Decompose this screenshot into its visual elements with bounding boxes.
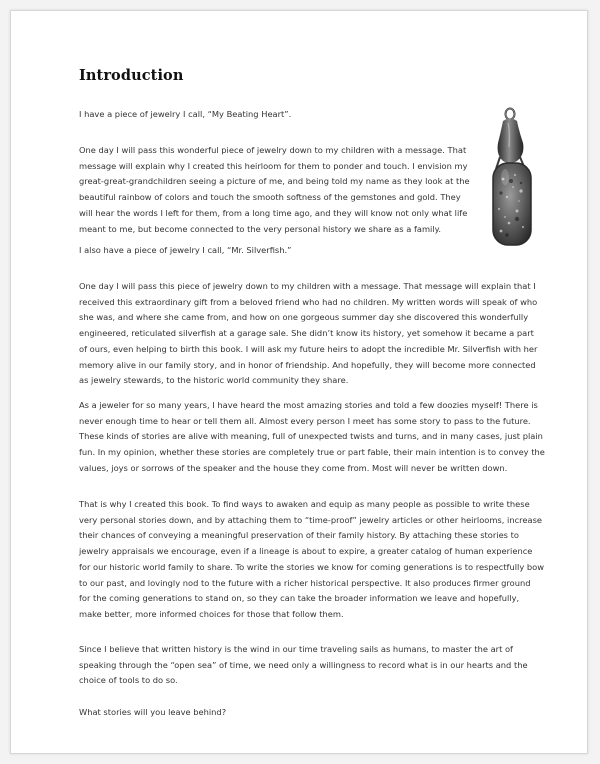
text-line: I have a piece of jewelry I call, “My Beating Heart”. <box>79 109 292 119</box>
text-line: great-great-grandchildren seeing a picture of me, and being told my name as they look at the <box>79 176 470 187</box>
text-line: to our past, and lovingly nod to the future with a richer historical perspective. It also produces firmer ground <box>79 577 531 588</box>
para-silverfish-intro <box>79 243 291 259</box>
text-line: choice of tools to do so. <box>79 675 178 686</box>
text-line: These kinds of stories are alive with meaning, full of unexpected twists and turns, and in many cases, just plain <box>79 431 543 442</box>
para-silverfish <box>79 279 537 389</box>
text-line: What stories will you leave behind? <box>79 707 227 717</box>
text-line: for the coming generations to stand on, so they can take the broader information we leave and hopefully, <box>79 593 520 604</box>
text-line: One day I will pass this piece of jewelry down to my children with a message. That message will explain that I <box>79 281 536 291</box>
text-line: never enough time to hear or tell them all. Almost every person I meet has some story to pass to the future. <box>79 415 531 426</box>
text-line: message will explain why I created this heirloom for them to ponder and touch. I envision my <box>79 160 468 171</box>
document-page <box>10 10 588 754</box>
text-line: make better, more informed choices for those that follow them. <box>79 608 344 619</box>
para-closing <box>79 705 226 721</box>
text-line: engineered, reticulated silverfish at a garage sale. She didn’t know its history, yet somehow it became a part <box>79 328 534 339</box>
para-history <box>79 642 528 689</box>
text-line: for our historic world family to share. To write the stories we know for coming generations is to respectfully bow <box>79 561 545 572</box>
text-line: Since I believe that written history is the wind in our time traveling sails as humans, to master the art of <box>79 644 513 654</box>
text-line: That is why I created this book. To find ways to awaken and equip as many people as possible to write these <box>79 499 530 509</box>
text-line: as jewelry stewards, to the historic world community they share. <box>79 375 349 386</box>
text-line: fun. In my opinion, whether these stories are completely true or part fable, their main intention is to convey the <box>79 447 545 458</box>
text-line: values, joys or sorrows of the speaker and the house they come from. Most will never be written down. <box>79 462 508 473</box>
text-line: received this extraordinary gift from a beloved friend who had no children. My written words will speak of who <box>79 296 538 307</box>
text-line: of ours, even helping to birth this book. I will ask my future heirs to adopt the incredible Mr. Silverfish with her <box>79 343 538 354</box>
text-line: will hear the words I left for them, from a long time ago, and they will know not only what life <box>79 207 468 218</box>
pendant-photo <box>487 107 537 249</box>
text-line: their chances of conveying a meaningful preservation of their family history. By attaching these stories to <box>79 530 519 541</box>
text-line: jewelry appraisals we encourage, even if a lineage is about to expire, a greater catalog of human experience <box>79 546 533 557</box>
para-beating-heart <box>79 143 470 237</box>
text-line: One day I will pass this wonderful piece of jewelry down to my children with a message. That <box>79 145 467 155</box>
text-line: very personal stories down, and by attaching them to “time-proof” jewelry articles or other heirlooms, increase <box>79 514 543 525</box>
text-line: meant to me, but become connected to the very personal history we share as a family. <box>79 223 442 234</box>
text-line: memory alive in our family story, and in honor of friendship. And hopefully, they will become more connected <box>79 359 536 370</box>
text-line: I also have a piece of jewelry I call, “Mr. Silverfish.” <box>79 245 292 255</box>
text-line: she was, and where she came from, and how on one gorgeous summer day she discovered this wonderfully <box>79 312 529 323</box>
para-jeweler <box>79 398 545 477</box>
page-heading: Introduction <box>79 67 184 84</box>
text-line: As a jeweler for so many years, I have heard the most amazing stories and told a few doozies myself! There is <box>79 400 538 410</box>
text-line: speaking through the “open sea” of time, we need only a willingness to record what is in our hearts and the <box>79 659 528 670</box>
text-line: beautiful rainbow of colors and touch the smooth softness of the gemstones and gold. They <box>79 192 461 203</box>
para-why-book <box>79 497 544 623</box>
para-intro <box>79 107 291 123</box>
